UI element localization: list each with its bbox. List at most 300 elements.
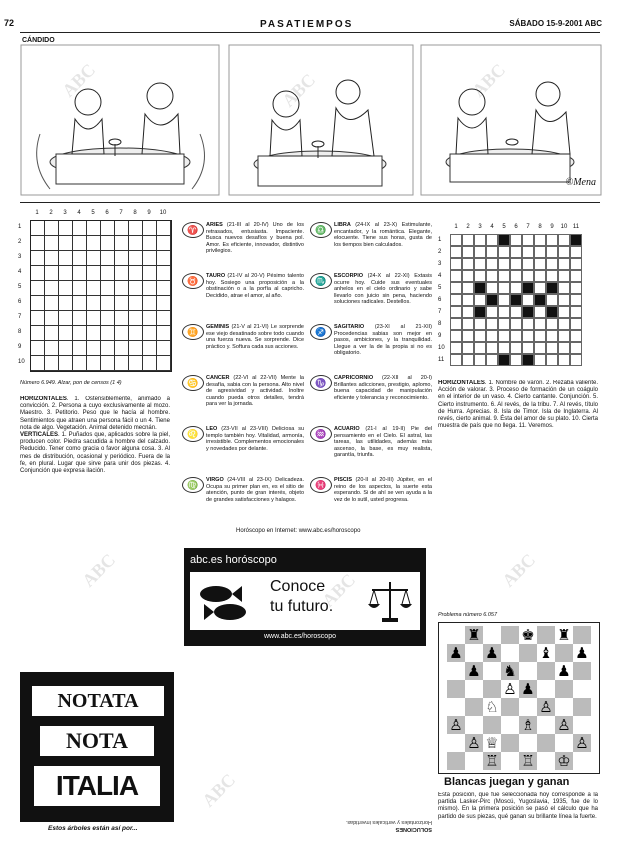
chess-piece-icon[interactable]: ♖ [485,752,499,770]
crossword-cell[interactable] [498,330,510,342]
crossword-black-cell [486,294,498,306]
crossword-cell[interactable] [558,306,570,318]
crossword-cell[interactable] [87,296,101,311]
crossword-cell[interactable] [558,342,570,354]
crossword-cell[interactable] [129,356,143,371]
chess-piece-icon[interactable]: ♙ [449,716,463,734]
crossword-cell[interactable] [45,326,59,341]
crossword-cell[interactable] [450,246,462,258]
chess-square[interactable] [447,752,465,770]
crossword-cell[interactable] [498,258,510,270]
crossword-cell[interactable] [101,341,115,356]
chess-square[interactable] [483,680,501,698]
crossword-cell[interactable] [115,311,129,326]
crossword-cell[interactable] [115,296,129,311]
crossword-cell[interactable] [59,356,73,371]
chess-board[interactable] [439,623,599,773]
crossword-cell[interactable] [31,236,45,251]
crossword-cell[interactable] [474,294,486,306]
crossword-cell[interactable] [534,246,546,258]
crossword-cell[interactable] [474,330,486,342]
crossword-cell[interactable] [474,342,486,354]
column-number: 3 [478,224,482,230]
crossword-cell[interactable] [558,354,570,366]
crossword-cell[interactable] [31,296,45,311]
cáncer-icon: ♋ [182,375,204,391]
crossword-cell[interactable] [59,311,73,326]
crossword-cell[interactable] [522,246,534,258]
chess-piece-icon[interactable]: ♕ [485,734,499,752]
crossword-cell[interactable] [486,282,498,294]
crossword-cell[interactable] [45,266,59,281]
crossword-cell[interactable] [462,258,474,270]
crossword-cell[interactable] [45,221,59,236]
crossword-cell[interactable] [546,246,558,258]
crossword-cell[interactable] [59,341,73,356]
column-number: 9 [147,210,151,216]
crossword-cell[interactable] [157,251,171,266]
crossword-2 [438,224,598,374]
crossword-cell[interactable] [45,236,59,251]
crossword-cell[interactable] [474,318,486,330]
crossword-cell[interactable] [450,270,462,282]
watermark: ABC [468,59,510,101]
crossword-cell[interactable] [534,234,546,246]
crossword-cell[interactable] [534,270,546,282]
crossword-cell[interactable] [462,330,474,342]
crossword-cell[interactable] [522,258,534,270]
crossword-cell[interactable] [73,296,87,311]
crossword-cell[interactable] [534,306,546,318]
horoscope-sign-name: ACUARIO [334,426,366,432]
chess-piece-icon[interactable]: ♚ [521,626,535,644]
crossword-cell[interactable] [498,282,510,294]
crossword-cell[interactable] [546,270,558,282]
crossword-cell[interactable] [157,281,171,296]
chess-square[interactable] [501,698,519,716]
crossword-cell[interactable] [510,354,522,366]
crossword-cell[interactable] [474,270,486,282]
crossword-cell[interactable] [522,294,534,306]
chess-square[interactable] [501,752,519,770]
chess-square[interactable] [447,662,465,680]
crossword-cell[interactable] [486,354,498,366]
crossword-cell[interactable] [115,341,129,356]
crossword-cell[interactable] [534,282,546,294]
crossword-cell[interactable] [129,266,143,281]
crossword-cell[interactable] [522,270,534,282]
crossword-cell[interactable] [73,221,87,236]
crossword-cell[interactable] [101,296,115,311]
crossword-cell[interactable] [558,318,570,330]
chess-piece-icon[interactable]: ♟ [575,644,589,662]
chess-piece-icon[interactable]: ♙ [467,734,481,752]
crossword-cell[interactable] [462,318,474,330]
crossword-cell[interactable] [31,341,45,356]
chess-piece-icon[interactable]: ♙ [557,716,571,734]
chess-piece-icon[interactable]: ♙ [503,680,517,698]
chess-square[interactable] [465,680,483,698]
crossword-cell[interactable] [101,251,115,266]
crossword-cell[interactable] [115,326,129,341]
chess-piece-icon[interactable]: ♟ [521,680,535,698]
crossword-cell[interactable] [546,354,558,366]
crossword-cell[interactable] [558,246,570,258]
crossword-cell[interactable] [87,341,101,356]
crossword-cell[interactable] [534,354,546,366]
chess-piece-icon[interactable]: ♗ [521,716,535,734]
crossword-cell[interactable] [157,221,171,236]
crossword-cell[interactable] [498,294,510,306]
crossword-cell[interactable] [570,342,582,354]
crossword-cell[interactable] [450,258,462,270]
horoscope-sign-dates: (21-V al 21-VI) [231,324,271,330]
crossword-cell[interactable] [143,221,157,236]
crossword-cell[interactable] [87,326,101,341]
crossword-cell[interactable] [73,266,87,281]
crossword-cell[interactable] [87,236,101,251]
crossword-cell[interactable] [486,246,498,258]
crossword-cell[interactable] [31,251,45,266]
crossword-cell[interactable] [474,246,486,258]
chess-square[interactable] [537,680,555,698]
chess-piece-icon[interactable]: ♜ [467,626,481,644]
horoscope-sign-name: LEO [206,426,222,432]
crossword-cell[interactable] [462,342,474,354]
crossword-cell[interactable] [73,341,87,356]
crossword-cell[interactable] [450,306,462,318]
crossword-cell[interactable] [570,306,582,318]
chess-square[interactable] [483,662,501,680]
crossword-cell[interactable] [522,330,534,342]
crossword-cell[interactable] [129,251,143,266]
crossword-cell[interactable] [570,282,582,294]
crossword-cell[interactable] [73,356,87,371]
chess-square[interactable] [555,734,573,752]
horoscope-ad[interactable] [184,548,426,646]
crossword-cell[interactable] [462,354,474,366]
crossword-cell[interactable] [450,282,462,294]
crossword-cell[interactable] [570,354,582,366]
crossword-cell[interactable] [129,326,143,341]
crossword-cell[interactable] [73,236,87,251]
crossword-cell[interactable] [498,318,510,330]
crossword-cell[interactable] [474,234,486,246]
crossword-cell[interactable] [558,258,570,270]
crossword-cell[interactable] [59,296,73,311]
crossword-cell[interactable] [570,330,582,342]
crossword-1-horizontal-text: . 1. Ostensiblemente, animado a convicción. 2. Persona a cuyo exclusivamente al mozo. Maestro. 3. Petitorio. Peso que le hacía al hombre. Sentimientos que atraen una persona fácil o un 4. Tiene nota de algo. Vegetación. Animal detenido mecnán. [20,396,170,431]
chess-piece-icon[interactable]: ♝ [539,644,553,662]
chess-square[interactable] [573,716,591,734]
crossword-cell[interactable] [534,342,546,354]
crossword-cell[interactable] [534,318,546,330]
crossword-cell[interactable] [498,246,510,258]
crossword-cell[interactable] [462,270,474,282]
crossword-black-cell [522,354,534,366]
chess-square[interactable] [501,734,519,752]
row-number: 7 [438,309,442,315]
crossword-cell[interactable] [129,296,143,311]
chess-square[interactable] [573,698,591,716]
crossword-cell[interactable] [486,270,498,282]
crossword-cell[interactable] [59,266,73,281]
ad-tagline-2: tu futuro. [270,598,334,615]
chess-square[interactable] [573,680,591,698]
crossword-cell[interactable] [157,311,171,326]
chess-square[interactable] [465,716,483,734]
crossword-cell[interactable] [558,270,570,282]
crossword-cell[interactable] [546,330,558,342]
crossword-cell[interactable] [73,251,87,266]
chess-piece-icon[interactable]: ♜ [557,626,571,644]
chess-square[interactable] [537,662,555,680]
crossword-cell[interactable] [546,234,558,246]
chess-square[interactable] [555,698,573,716]
crossword-cell[interactable] [522,318,534,330]
crossword-cell[interactable] [31,356,45,371]
chess-piece-icon[interactable]: ♙ [575,734,589,752]
chess-square[interactable] [519,698,537,716]
crossword-cell[interactable] [486,318,498,330]
chess-square[interactable] [483,716,501,734]
crossword-cell[interactable] [498,270,510,282]
crossword-cell[interactable] [129,221,143,236]
horoscope-sign-dates: (20-II al 20-III) [355,477,398,483]
crossword-cell[interactable] [474,354,486,366]
chess-square[interactable] [447,626,465,644]
crossword-1-grid[interactable] [30,220,172,372]
crossword-cell[interactable] [558,330,570,342]
crossword-cell[interactable] [115,356,129,371]
crossword-cell[interactable] [129,341,143,356]
crossword-cell[interactable] [45,356,59,371]
chess-piece-icon[interactable]: ♙ [539,698,553,716]
crossword-cell[interactable] [546,258,558,270]
crossword-cell[interactable] [510,342,522,354]
cartoon-panel-2 [228,44,414,196]
crossword-cell[interactable] [570,294,582,306]
crossword-cell[interactable] [59,326,73,341]
crossword-cell[interactable] [143,281,157,296]
crossword-cell[interactable] [558,294,570,306]
chess-square[interactable] [537,734,555,752]
chess-square[interactable] [537,716,555,734]
crossword-cell[interactable] [129,281,143,296]
crossword-cell[interactable] [101,266,115,281]
crossword-cell[interactable] [45,281,59,296]
crossword-cell[interactable] [570,258,582,270]
chess-square[interactable] [447,680,465,698]
chess-square[interactable] [501,716,519,734]
crossword-cell[interactable] [546,294,558,306]
crossword-cell[interactable] [157,326,171,341]
crossword-cell[interactable] [157,356,171,371]
crossword-cell[interactable] [87,311,101,326]
crossword-cell[interactable] [450,354,462,366]
crossword-cell[interactable] [498,306,510,318]
chess-square[interactable] [573,626,591,644]
chess-square[interactable] [555,644,573,662]
crossword-cell[interactable] [87,266,101,281]
crossword-cell[interactable] [486,258,498,270]
crossword-cell[interactable] [115,281,129,296]
crossword-cell[interactable] [143,296,157,311]
crossword-cell[interactable] [157,236,171,251]
crossword-cell[interactable] [143,326,157,341]
crossword-cell[interactable] [143,356,157,371]
crossword-cell[interactable] [510,330,522,342]
crossword-cell[interactable] [143,251,157,266]
crossword-cell[interactable] [486,234,498,246]
crossword-cell[interactable] [45,296,59,311]
chess-square[interactable] [501,626,519,644]
crossword-cell[interactable] [73,311,87,326]
crossword-cell[interactable] [534,258,546,270]
chess-piece-icon[interactable]: ♟ [467,662,481,680]
crossword-cell[interactable] [450,318,462,330]
crossword-cell[interactable] [101,356,115,371]
chess-piece-icon[interactable]: ♞ [503,662,517,680]
crossword-cell[interactable] [87,221,101,236]
crossword-cell[interactable] [59,221,73,236]
crossword-cell[interactable] [462,234,474,246]
crossword-cell[interactable] [31,266,45,281]
horoscope-footer[interactable]: Horóscopo en Internet: www.abc.es/horoscopo [236,528,361,534]
chess-square[interactable] [447,698,465,716]
crossword-cell[interactable] [31,221,45,236]
crossword-cell[interactable] [450,234,462,246]
chess-piece-icon[interactable]: ♟ [485,644,499,662]
crossword-cell[interactable] [73,281,87,296]
crossword-cell[interactable] [486,306,498,318]
header-rule [20,32,600,33]
crossword-cell[interactable] [462,306,474,318]
crossword-cell[interactable] [522,342,534,354]
crossword-cell[interactable] [558,282,570,294]
crossword-cell[interactable] [115,236,129,251]
crossword-cell[interactable] [462,246,474,258]
crossword-cell[interactable] [510,306,522,318]
chess-square[interactable] [573,662,591,680]
chess-square[interactable] [519,644,537,662]
crossword-cell[interactable] [450,330,462,342]
crossword-cell[interactable] [59,236,73,251]
crossword-cell[interactable] [157,266,171,281]
crossword-cell[interactable] [510,318,522,330]
chess-square[interactable] [537,626,555,644]
crossword-cell[interactable] [45,341,59,356]
chess-square[interactable] [555,680,573,698]
crossword-cell[interactable] [486,330,498,342]
chess-piece-icon[interactable]: ♟ [449,644,463,662]
crossword-cell[interactable] [570,270,582,282]
crossword-cell[interactable] [510,246,522,258]
chess-square[interactable] [483,626,501,644]
chess-square[interactable] [573,752,591,770]
chess-square[interactable] [465,752,483,770]
crossword-cell[interactable] [143,311,157,326]
crossword-cell[interactable] [143,236,157,251]
crossword-cell[interactable] [101,221,115,236]
crossword-cell[interactable] [510,234,522,246]
crossword-cell[interactable] [101,281,115,296]
row-number: 10 [18,359,25,365]
chess-square[interactable] [519,734,537,752]
crossword-cell[interactable] [546,318,558,330]
crossword-cell[interactable] [115,221,129,236]
crossword-cell[interactable] [570,318,582,330]
chess-piece-icon[interactable]: ♔ [557,752,571,770]
crossword-cell[interactable] [31,281,45,296]
crossword-cell[interactable] [129,236,143,251]
crossword-cell[interactable] [534,330,546,342]
column-number: 4 [490,224,494,230]
chess-square[interactable] [447,734,465,752]
crossword-cell[interactable] [115,266,129,281]
crossword-cell[interactable] [59,251,73,266]
crossword-cell[interactable] [87,281,101,296]
watermark: ABC [498,549,540,591]
crossword-cell[interactable] [115,251,129,266]
crossword-cell[interactable] [510,270,522,282]
crossword-cell[interactable] [45,311,59,326]
crossword-cell[interactable] [143,341,157,356]
horoscope-sign-text: Le sorprende ese viejo desatinado sobre todo cuando una fuerza nueva. Se sorprende. Dice práctico y. Softura cada sus acciones. [206,324,304,350]
crossword-cell[interactable] [570,246,582,258]
crossword-cell[interactable] [101,326,115,341]
crossword-cell[interactable] [129,311,143,326]
crossword-cell[interactable] [450,294,462,306]
chess-square[interactable] [501,644,519,662]
chess-piece-icon[interactable]: ♘ [485,698,499,716]
crossword-cell[interactable] [31,326,45,341]
crossword-cell[interactable] [474,258,486,270]
crossword-cell[interactable] [546,342,558,354]
crossword-cell[interactable] [87,251,101,266]
crossword-cell[interactable] [558,234,570,246]
crossword-cell[interactable] [59,281,73,296]
crossword-cell[interactable] [522,234,534,246]
crossword-cell[interactable] [45,251,59,266]
chess-square[interactable] [519,662,537,680]
crossword-cell[interactable] [462,294,474,306]
crossword-cell[interactable] [143,266,157,281]
crossword-cell[interactable] [450,342,462,354]
row-number: 6 [438,297,442,303]
crossword-cell[interactable] [101,311,115,326]
crossword-cell[interactable] [31,311,45,326]
crossword-cell[interactable] [87,356,101,371]
crossword-cell[interactable] [157,296,171,311]
chess-piece-icon[interactable]: ♟ [557,662,571,680]
ad-url[interactable]: www.abc.es/horoscopo [264,633,336,640]
chess-piece-icon[interactable]: ♖ [521,752,535,770]
crossword-cell[interactable] [510,282,522,294]
crossword-cell[interactable] [486,342,498,354]
chess-square[interactable] [465,698,483,716]
crossword-2-grid[interactable] [450,234,582,366]
crossword-cell[interactable] [73,326,87,341]
chess-square[interactable] [537,752,555,770]
chess-square[interactable] [465,644,483,662]
crossword-cell[interactable] [498,342,510,354]
crossword-cell[interactable] [510,258,522,270]
crossword-cell[interactable] [157,341,171,356]
watermark: ABC [318,569,360,611]
crossword-cell[interactable] [101,236,115,251]
crossword-cell[interactable] [462,282,474,294]
